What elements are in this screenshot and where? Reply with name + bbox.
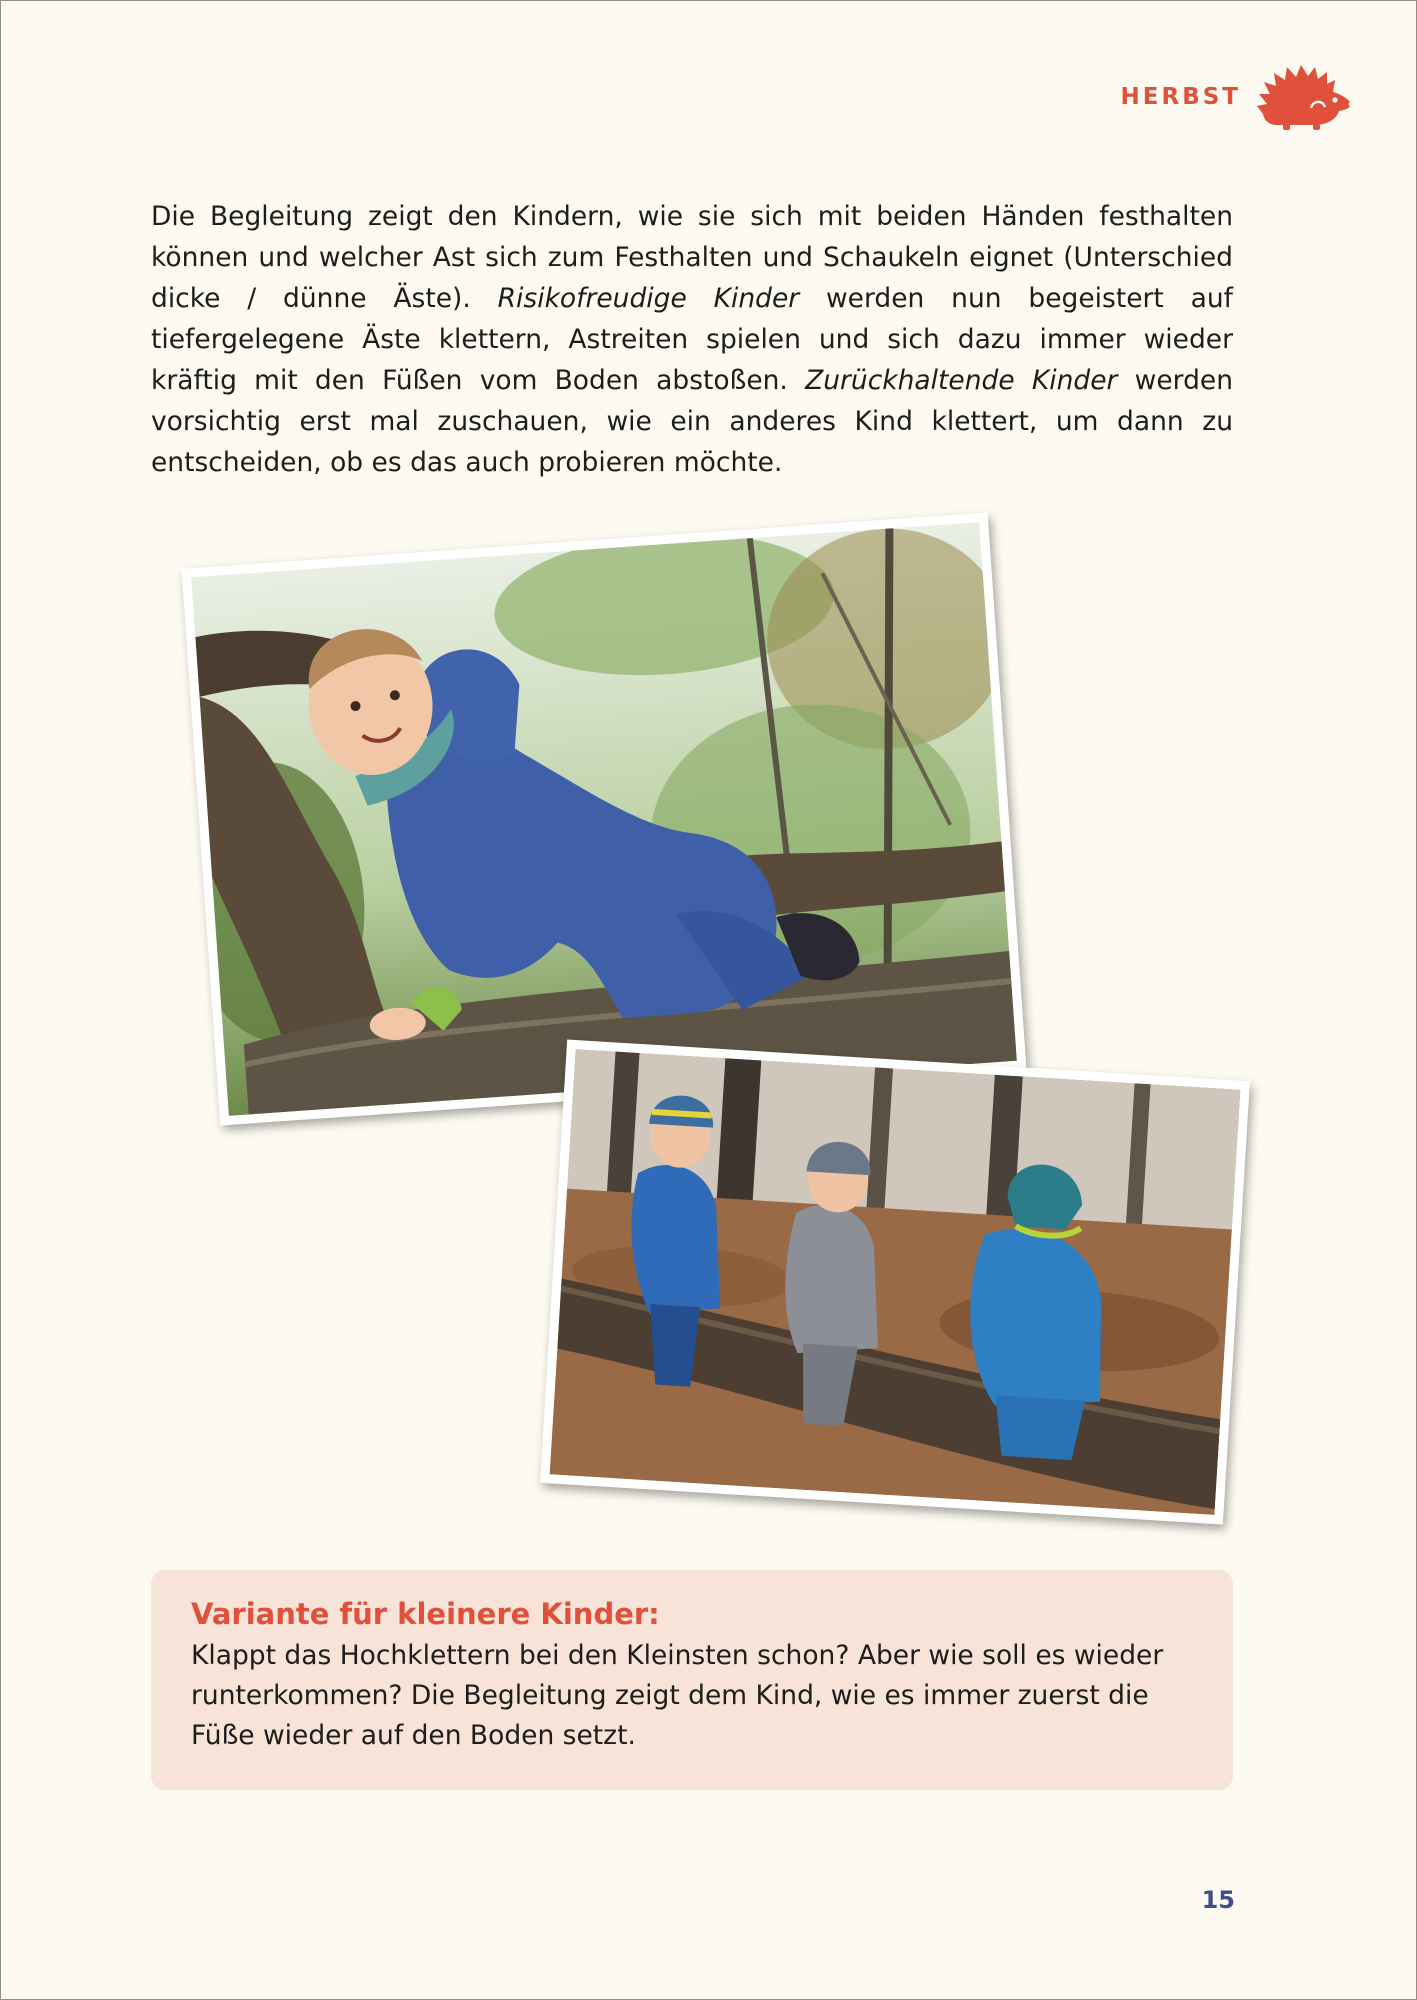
photo-2-image	[550, 1049, 1241, 1515]
page-header	[1121, 62, 1355, 132]
text-segment: Die Begleitung zeigt den Kindern, wie sie sich mit beiden Händen festhalten können und welcher Ast sich zum Festhalten und Schaukeln eignet (Unterschied dicke / dünne Äste).	[151, 201, 1233, 314]
text-segment: werden vorsichtig erst mal zuschauen, wie ein anderes Kind klettert, um dann zu entscheiden, ob es das auch probieren möchte.	[151, 365, 1233, 478]
photo-child-climbing-tree	[182, 512, 1027, 1125]
emphasis-reserved-children: Zurückhaltende Kinder	[805, 365, 1118, 396]
emphasis-risk-children: Risikofreudige Kinder	[497, 283, 800, 314]
page-number: 15	[1201, 1886, 1235, 1914]
body-paragraph	[151, 196, 1233, 483]
tip-text: Klappt das Hochklettern bei den Kleinsten schon? Aber wie soll es wieder runterkommen? Die Begleitung zeigt dem Kind, wie es immer zuerst die Füße wieder auf den Boden setzt.	[191, 1640, 1164, 1751]
section-label: HERBST	[1120, 84, 1241, 110]
hedgehog-icon	[1255, 62, 1355, 132]
photo-1-image	[191, 522, 1017, 1116]
variant-tip-box	[151, 1570, 1233, 1790]
text-segment: werden nun begeistert auf tiefergelegene Äste klettern, Astreiten spielen und sich dazu immer wieder kräftig mit den Füßen vom Boden abstoßen.	[151, 283, 1233, 396]
photo-children-on-log	[540, 1040, 1250, 1525]
tip-title: Variante für kleinere Kinder:	[191, 1597, 660, 1631]
